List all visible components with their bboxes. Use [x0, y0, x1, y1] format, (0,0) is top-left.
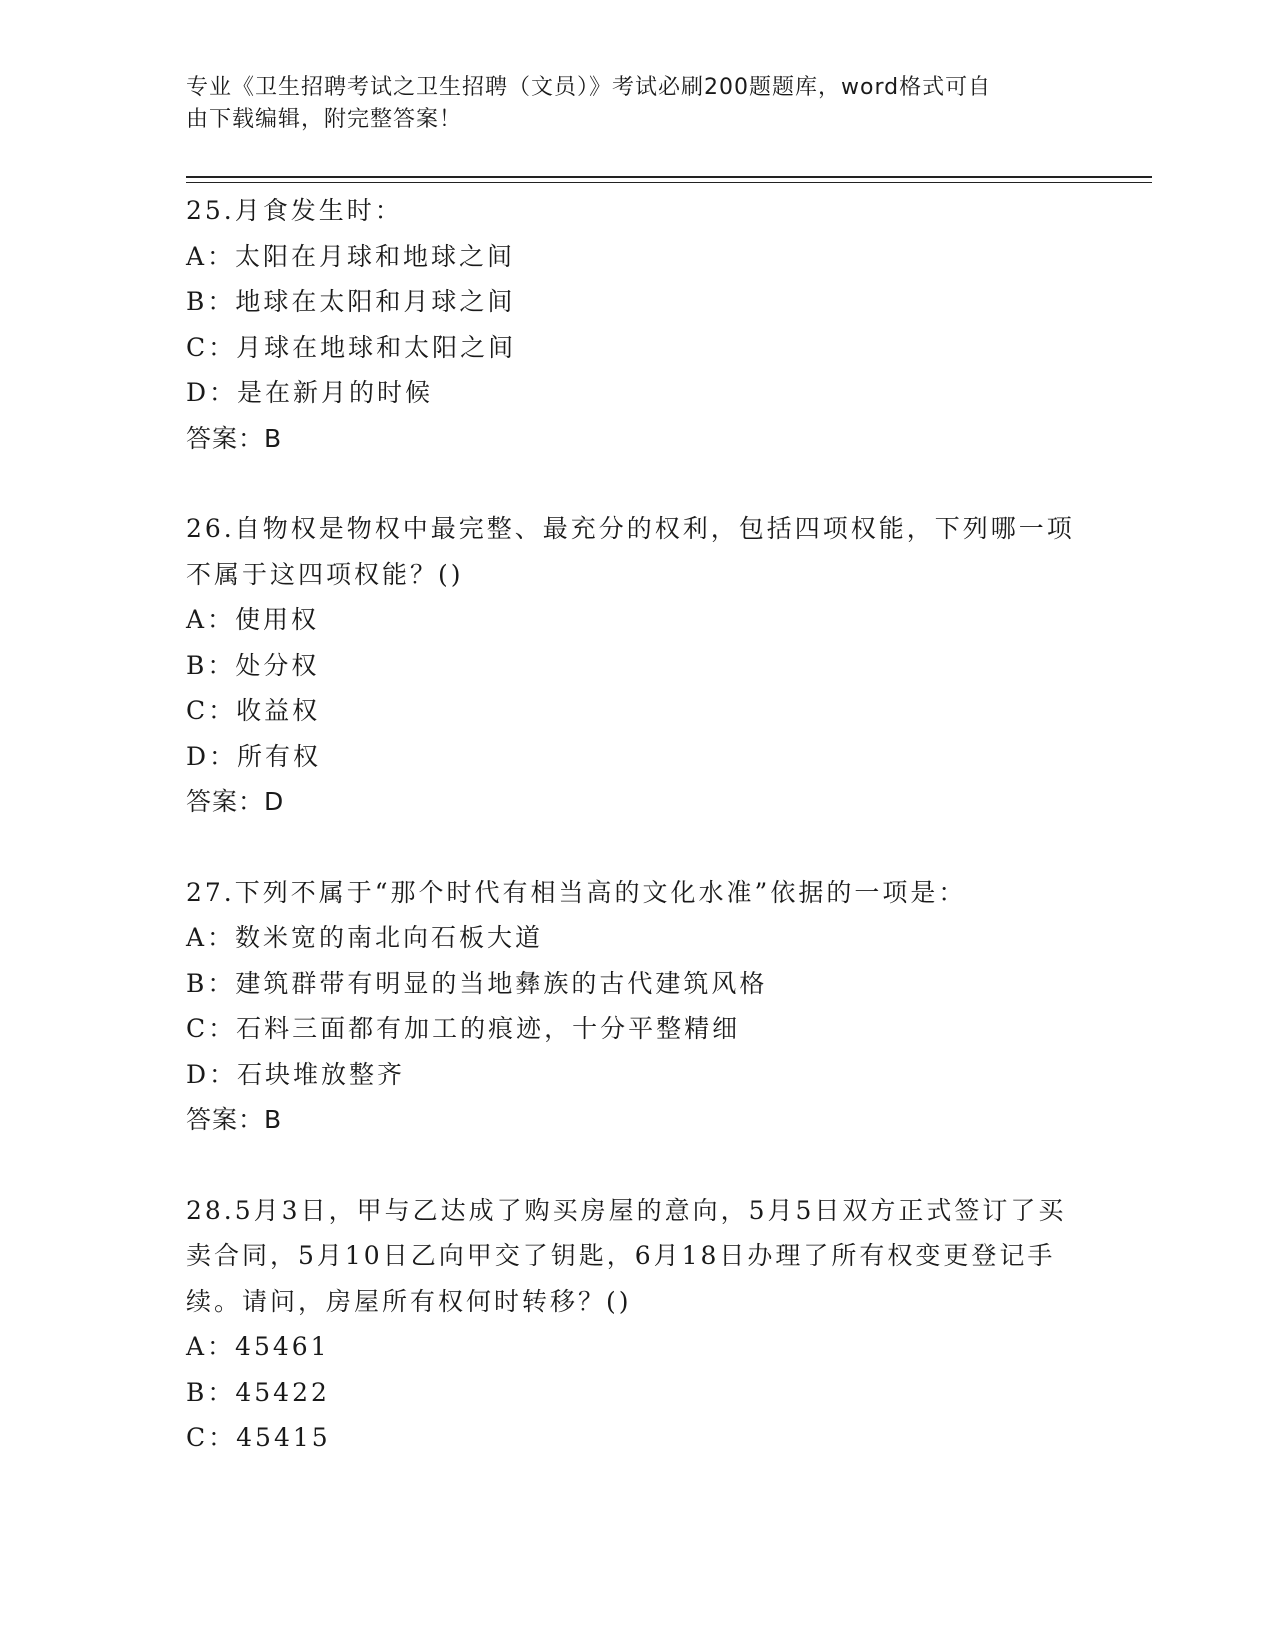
question-text: 25.月食发生时： — [186, 196, 403, 225]
option-b: B：处分权 — [186, 650, 320, 680]
question-text: 26.自物权是物权中最完整、最充分的权利，包括四项权能，下列哪一项不属于这四项权能？() — [186, 514, 1075, 589]
option-c: C：45415 — [186, 1423, 331, 1452]
question-27 — [186, 870, 1086, 1143]
option-b: B：建筑群带有明显的当地彝族的古代建筑风格 — [186, 968, 768, 998]
header-rule-thin — [186, 182, 1152, 183]
question-26 — [186, 506, 1086, 825]
option-c: C：石料三面都有加工的痕迹，十分平整精细 — [186, 1014, 741, 1043]
question-text: 28.5月3日，甲与乙达成了购买房屋的意向，5月5日双方正式签订了买卖合同，5月10日乙向甲交了钥匙，6月18日办理了所有权变更登记手续。请问，房屋所有权何时转移？() — [186, 1195, 1067, 1316]
option-c: C：收益权 — [186, 696, 321, 725]
document-header — [186, 72, 1066, 136]
option-d: D：所有权 — [186, 741, 322, 771]
answer: 答案：B — [186, 423, 283, 453]
option-c: C：月球在地球和太阳之间 — [186, 332, 517, 362]
option-b: B：45422 — [186, 1377, 330, 1407]
question-25 — [186, 188, 1086, 461]
header-rule-thick — [186, 176, 1152, 178]
header-line-2: 由下载编辑，附完整答案！ — [186, 107, 463, 132]
option-a: A：使用权 — [186, 605, 320, 634]
answer: 答案：D — [186, 787, 285, 816]
option-a: A：45461 — [186, 1332, 330, 1361]
question-28 — [186, 1188, 1086, 1461]
option-a: A：太阳在月球和地球之间 — [186, 241, 516, 271]
answer: 答案：B — [186, 1105, 283, 1134]
option-d: D：是在新月的时候 — [186, 378, 434, 407]
header-line-1: 专业《卫生招聘考试之卫生招聘（文员）》考试必刷200题题库，word格式可自 — [186, 75, 992, 100]
option-b: B：地球在太阳和月球之间 — [186, 287, 516, 316]
option-a: A：数米宽的南北向石板大道 — [186, 923, 544, 952]
option-d: D：石块堆放整齐 — [186, 1059, 406, 1089]
question-text: 27.下列不属于“那个时代有相当高的文化水准”依据的一项是： — [186, 877, 967, 907]
question-list — [186, 188, 1086, 1506]
